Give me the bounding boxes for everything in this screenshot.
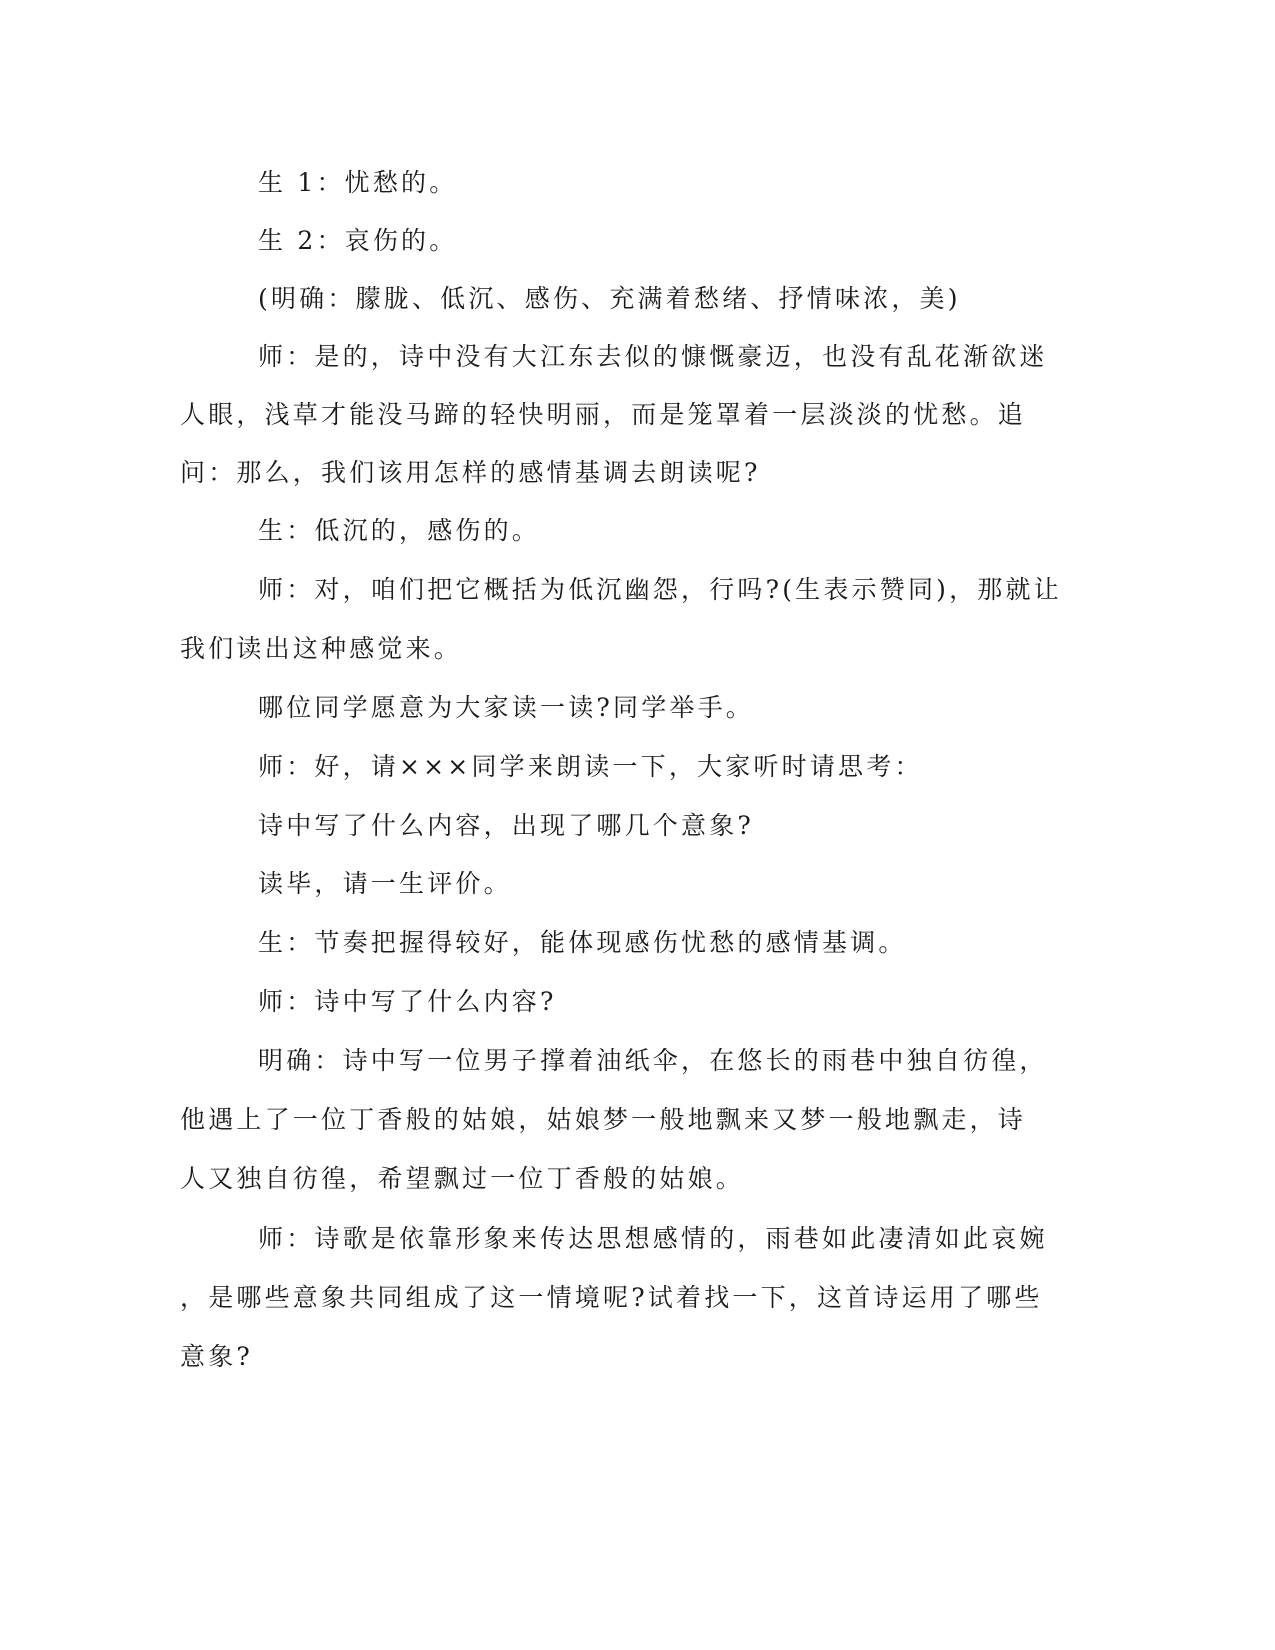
text-line: 师：是的，诗中没有大江东去似的慷慨豪迈，也没有乱花渐欲迷	[258, 342, 1048, 371]
text-line: 哪位同学愿意为大家读一读?同学举手。	[258, 693, 755, 722]
text-line: 人眼，浅草才能没马蹄的轻快明丽，而是笼罩着一层淡淡的忧愁。追	[180, 400, 1027, 429]
text-line: 师：诗歌是依靠形象来传达思想感情的，雨巷如此凄清如此哀婉	[258, 1224, 1048, 1253]
text-line: 他遇上了一位丁香般的姑娘，姑娘梦一般地飘来又梦一般地飘走，诗	[180, 1105, 1027, 1134]
text-line: 读毕，请一生评价。	[258, 869, 512, 898]
text-line: 问：那么，我们该用怎样的感情基调去朗读呢?	[180, 458, 761, 487]
text-line: 师：诗中写了什么内容?	[258, 987, 557, 1016]
text-line: 生 1：忧愁的。	[258, 168, 458, 197]
text-line: 意象?	[180, 1342, 254, 1371]
text-line: 诗中写了什么内容，出现了哪几个意象?	[258, 811, 755, 840]
text-line: 明确：诗中写一位男子撑着油纸伞，在悠长的雨巷中独自彷徨，	[258, 1046, 1048, 1075]
text-line: 师：好，请×××同学来朗读一下，大家听时请思考：	[258, 752, 923, 781]
text-line: 生 2：哀伤的。	[258, 226, 458, 255]
text-line: (明确：朦胧、低沉、感伤、充满着愁绪、抒情味浓，美)	[258, 284, 961, 313]
text-line: 生：低沉的，感伤的。	[258, 516, 541, 545]
text-line: 我们读出这种感觉来。	[180, 634, 463, 663]
text-line: 生：节奏把握得较好，能体现感伤忧愁的感情基调。	[258, 928, 907, 957]
text-line: 人又独自彷徨，希望飘过一位丁香般的姑娘。	[180, 1164, 745, 1193]
text-line: ，是哪些意象共同组成了这一情境呢?试着找一下，这首诗运用了哪些	[180, 1283, 1043, 1312]
text-line: 师：对，咱们把它概括为低沉幽怨，行吗?(生表示赞同)，那就让	[258, 575, 1062, 604]
